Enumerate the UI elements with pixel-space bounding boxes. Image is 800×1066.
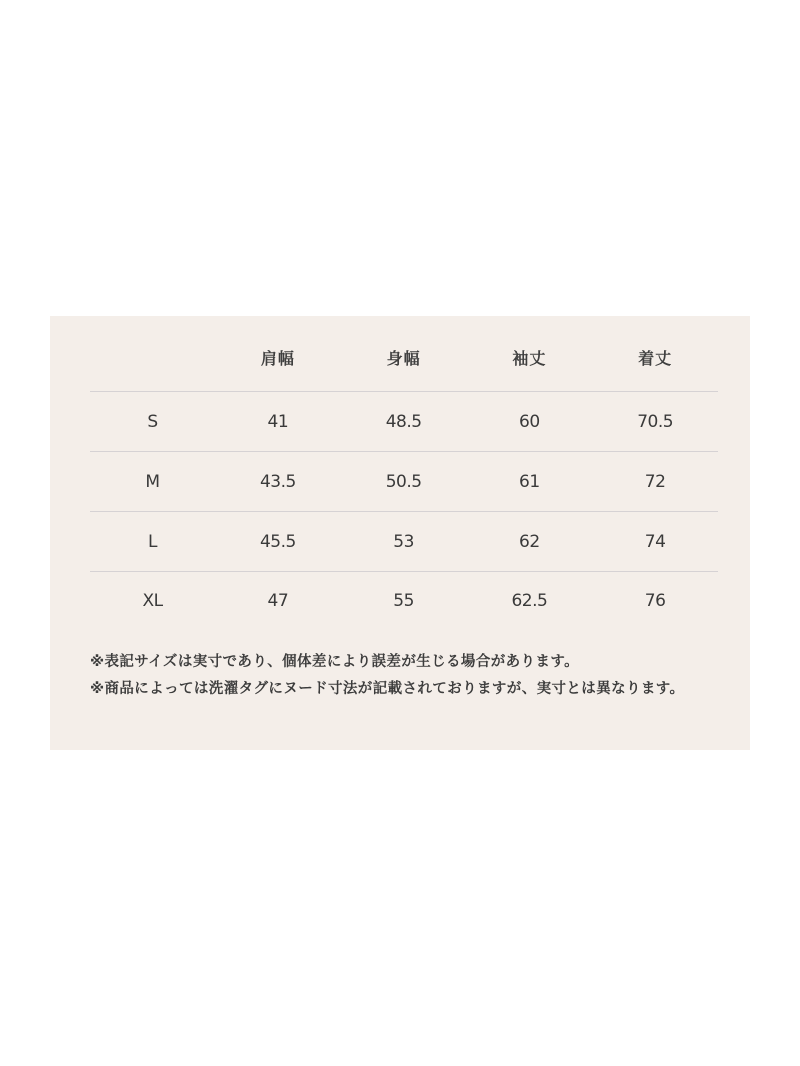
- table-cell: 55: [341, 572, 467, 631]
- table-cell: 72: [592, 452, 718, 512]
- size-label: S: [90, 392, 215, 452]
- header-size: [90, 316, 215, 392]
- table-row: [90, 572, 718, 631]
- size-label: L: [90, 512, 215, 572]
- table-cell: 47: [215, 572, 341, 631]
- note-nude-size: ※商品によっては洗濯タグにヌード寸法が記載されておりますが、実寸とは異なります。: [90, 681, 685, 697]
- table-cell: 41: [215, 392, 341, 452]
- size-notes: [90, 649, 720, 703]
- table-row: [90, 392, 718, 452]
- size-label: M: [90, 452, 215, 512]
- table-cell: 48.5: [341, 392, 467, 452]
- table-cell: 43.5: [215, 452, 341, 512]
- header-body-length: 着丈: [638, 348, 673, 368]
- header-body-width: 身幅: [386, 348, 421, 368]
- table-cell: 53: [341, 512, 467, 572]
- table-cell: 70.5: [592, 392, 718, 452]
- size-table: [90, 316, 718, 630]
- table-header-row: [90, 316, 718, 392]
- table-cell: 50.5: [341, 452, 467, 512]
- table-cell: 61: [467, 452, 593, 512]
- header-sleeve-length: 袖丈: [512, 348, 547, 368]
- table-row: [90, 452, 718, 512]
- table-cell: 60: [467, 392, 593, 452]
- header-shoulder-width: 肩幅: [260, 348, 295, 368]
- size-chart-panel: [50, 316, 750, 750]
- table-cell: 62.5: [467, 572, 593, 631]
- table-row: [90, 512, 718, 572]
- note-measurement: ※表記サイズは実寸であり、個体差により誤差が生じる場合があります。: [90, 654, 579, 670]
- table-cell: 62: [467, 512, 593, 572]
- table-cell: 74: [592, 512, 718, 572]
- size-label: XL: [90, 572, 215, 631]
- table-cell: 45.5: [215, 512, 341, 572]
- table-cell: 76: [592, 572, 718, 631]
